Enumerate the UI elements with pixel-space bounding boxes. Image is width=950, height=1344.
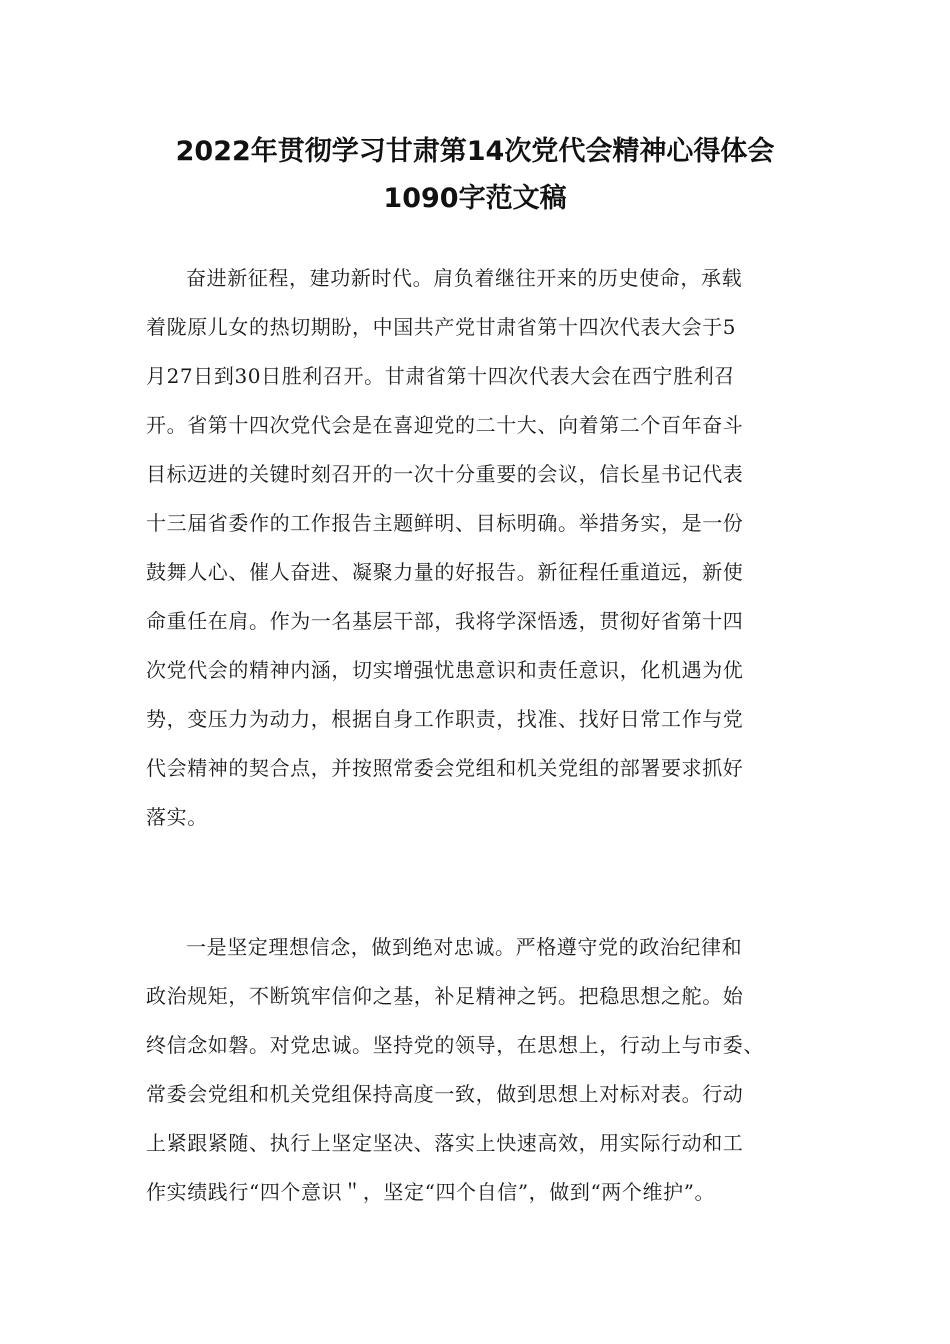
- paragraph-line: 目标迈进的关键时刻召开的一次十分重要的会议，信长星书记代表: [146, 462, 744, 486]
- paragraph-line: 命重任在肩。作为一名基层干部，我将学深悟透，贯彻好省第十四: [146, 609, 744, 633]
- body-paragraph-1: [146, 254, 806, 842]
- paragraph-line: 作实绩践行“四个意识＂，坚定“四个自信”，做到“两个维护”。: [146, 1180, 716, 1204]
- paragraph-line: 代会精神的契合点，并按照常委会党组和机关党组的部署要求抓好: [146, 756, 744, 780]
- paragraph-line: 着陇原儿女的热切期盼，中国共产党甘肃省第十四次代表大会于5: [146, 315, 737, 339]
- title-line-1: 2022年贯彻学习甘肃第14次党代会精神心得体会: [175, 136, 775, 167]
- title-line-2: 1090字范文稿: [383, 183, 567, 214]
- paragraph-line: 奋进新征程，建功新时代。肩负着继往开来的历史使命，承载: [186, 266, 743, 290]
- paragraph-line: 终信念如磐。对党忠诚。坚持党的领导，在思想上，行动上与市委、: [146, 1033, 764, 1057]
- paragraph-line: 十三届省委作的工作报告主题鲜明、目标明确。举措务实，是一份: [146, 511, 744, 535]
- paragraph-line: 鼓舞人心、催人奋进、凝聚力量的好报告。新征程任重道远，新使: [146, 560, 744, 584]
- paragraph-line: 上紧跟紧随、执行上坚定坚决、落实上快速高效，用实际行动和工: [146, 1131, 744, 1155]
- body-paragraph-2: [146, 923, 806, 1217]
- paragraph-line: 常委会党组和机关党组保持高度一致，做到思想上对标对表。行动: [146, 1082, 744, 1106]
- paragraph-line: 开。省第十四次党代会是在喜迎党的二十大、向着第二个百年奋斗: [146, 413, 744, 437]
- document-title: [0, 128, 950, 222]
- paragraph-line: 一是坚定理想信念，做到绝对忠诚。严格遵守党的政治纪律和: [186, 935, 743, 959]
- paragraph-line: 月27日到30日胜利召开。甘肃省第十四次代表大会在西宁胜利召: [146, 364, 735, 388]
- paragraph-line: 势，变压力为动力，根据自身工作职责，找准、找好日常工作与党: [146, 707, 744, 731]
- paragraph-line: 落实。: [146, 805, 208, 829]
- paragraph-line: 次党代会的精神内涵，切实增强忧患意识和责任意识，化机遇为优: [146, 658, 744, 682]
- paragraph-line: 政治规矩，不断筑牢信仰之基，补足精神之钙。把稳思想之舵。始: [146, 984, 744, 1008]
